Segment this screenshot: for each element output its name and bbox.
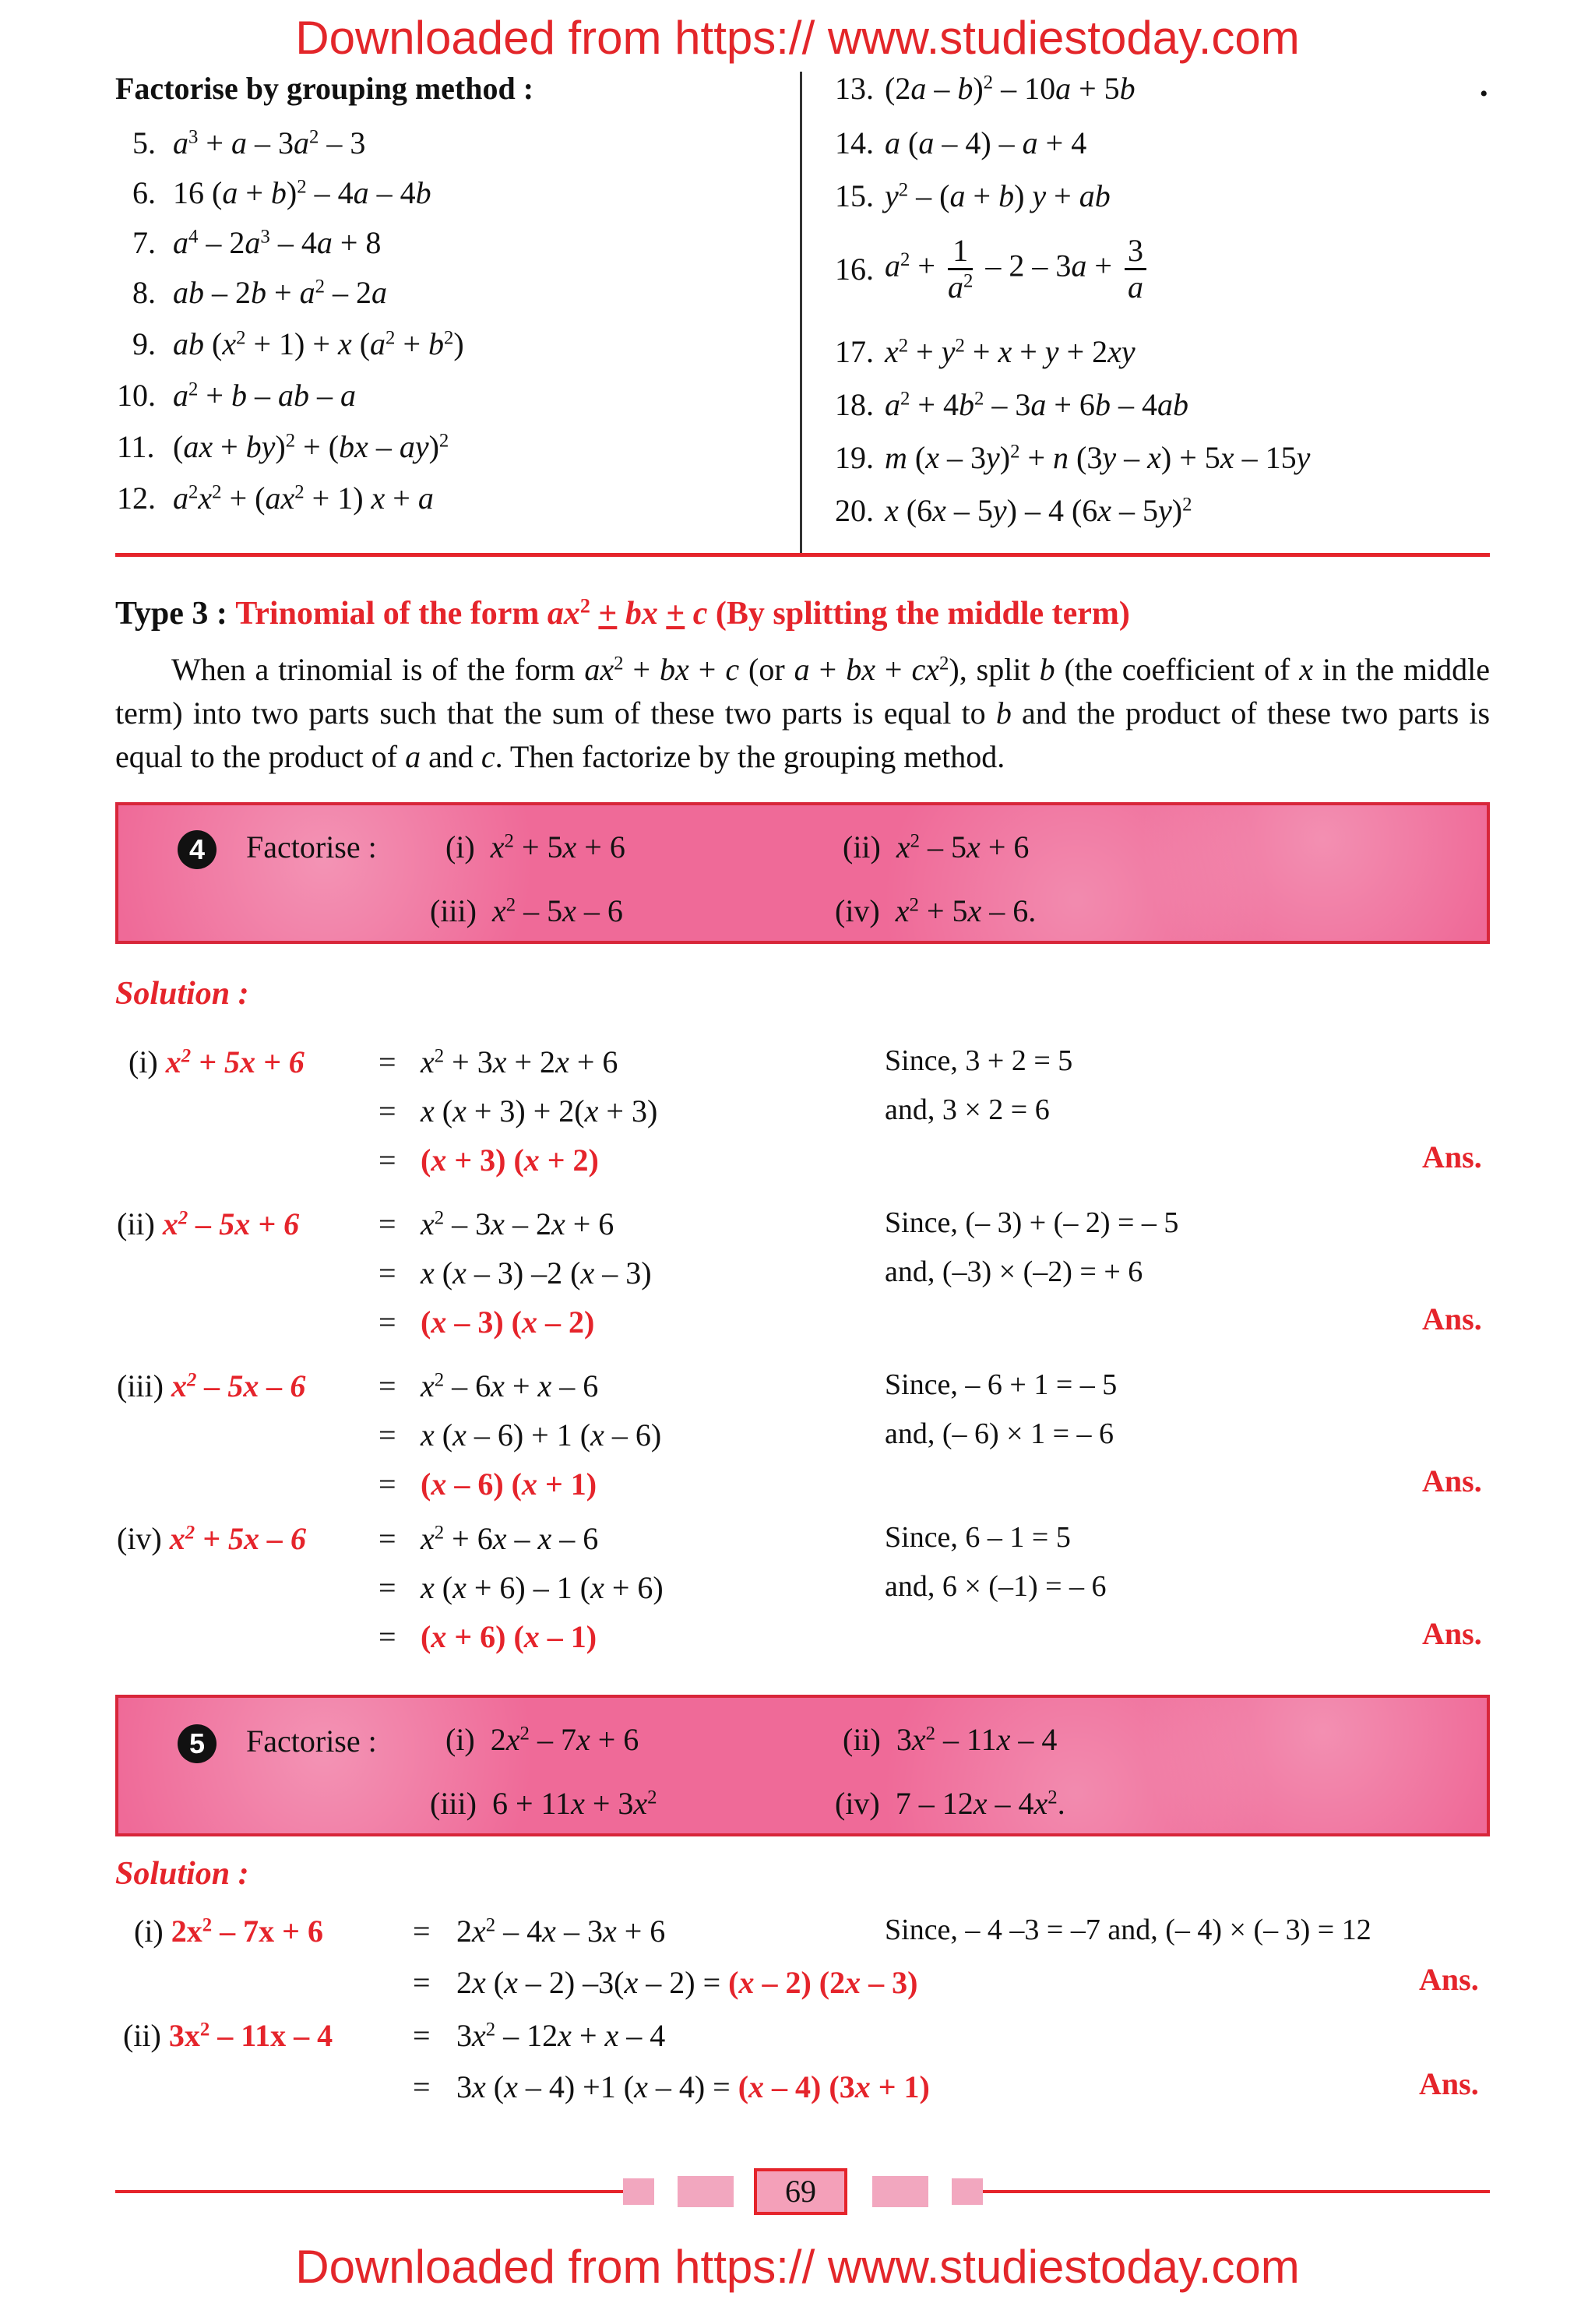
solution-label: Solution :	[115, 976, 249, 1012]
equals-sign: =	[379, 1368, 396, 1403]
solution-note: and, (– 6) × 1 = – 6	[885, 1417, 1114, 1450]
example-number: 4	[178, 830, 217, 869]
exercise-number: 12.	[117, 481, 156, 516]
type3-title: Trinomial of the form $ax^2$ + bx + c (By splitting the middle term)	[235, 594, 1130, 632]
answer-label: Ans.	[1422, 1139, 1482, 1174]
exercise-expression: $x^2 + y^2 + x + y + 2xy$	[885, 334, 1136, 369]
example-4-box	[115, 802, 1490, 944]
equals-sign: =	[379, 1467, 396, 1502]
type3-label: Type 3 :	[115, 596, 227, 632]
equals-sign: =	[379, 1093, 396, 1129]
bottom-download-banner: Downloaded from https:// www.studiestoday.com	[295, 2241, 1300, 2293]
exercise-number: 11.	[117, 429, 155, 464]
exercise-expression: a (a – 4) – a + 4	[885, 125, 1087, 160]
solution-lhs: (iv) $x^2 + 5x - 6$	[117, 1521, 306, 1556]
equals-sign: =	[413, 1965, 431, 2000]
exercise-number: 6.	[132, 175, 156, 210]
solution-step: 3x (x – 4) +1 (x – 4) = (x – 4) (3x + 1)	[456, 2069, 930, 2104]
exercise-expression: ab – $2b + a^2 - 2a$	[173, 275, 387, 310]
footer-rule-right	[983, 2190, 1490, 2193]
exercise-number: 9.	[132, 326, 156, 361]
solution-note: Since, (– 3) + (– 2) = – 5	[885, 1206, 1179, 1239]
answer-label: Ans.	[1419, 1962, 1479, 1997]
example-label: Factorise :	[246, 829, 377, 864]
exercise-number: 13.	[835, 71, 874, 106]
equals-sign: =	[413, 1914, 431, 1949]
equals-sign: =	[413, 2069, 431, 2104]
footer-block	[952, 2178, 983, 2205]
answer-label: Ans.	[1422, 1301, 1482, 1336]
equals-sign: =	[379, 1570, 396, 1605]
solution-note: Since, – 6 + 1 = – 5	[885, 1368, 1118, 1401]
exercise-expression: (2a – b)$^2$ – 10a + 5b	[885, 71, 1136, 106]
exercise-expression: 16 $(a + b)^2 - 4a - 4b$	[173, 175, 431, 210]
solution-step: (x – 6) (x + 1)	[421, 1467, 597, 1502]
exercise-number: 10.	[117, 378, 156, 413]
exercise-heading: Factorise by grouping method :	[115, 71, 534, 106]
footer-block	[678, 2176, 734, 2207]
example-part: (ii) $x^2 - 5x + 6$	[843, 829, 1030, 864]
example-number: 5	[178, 1724, 217, 1763]
example-part: (i) $2x^2 - 7x + 6$	[445, 1722, 639, 1757]
solution-lhs: (iii) $x^2 - 5x - 6$	[117, 1368, 306, 1403]
solution-step: (x – 3) (x – 2)	[421, 1305, 595, 1340]
answer-label: Ans.	[1422, 1463, 1482, 1498]
footer-block	[623, 2178, 654, 2205]
example-part: (iv) $7 - 12x - 4x^2$.	[835, 1786, 1065, 1821]
solution-step: $2x^2 - 4x - 3x + 6$	[456, 1914, 666, 1949]
example-part: (iii) $6 + 11x + 3x^2$	[430, 1786, 657, 1821]
page-number: 69	[754, 2168, 847, 2215]
exercise-expression: $a^2 + b$ – ab – a	[173, 378, 356, 413]
equals-sign: =	[379, 1255, 396, 1291]
section-rule	[115, 553, 1490, 557]
solution-note: and, (–3) × (–2) = + 6	[885, 1255, 1143, 1288]
exercise-expression: ab $(x^2 + 1) + x$ $(a^2 + b^2)$	[173, 326, 464, 361]
equals-sign: =	[379, 1044, 396, 1079]
solution-note: and, 3 × 2 = 6	[885, 1093, 1050, 1126]
exercise-number: 14.	[835, 125, 874, 160]
type3-heading	[115, 595, 1130, 632]
example-part: (iii) $x^2 - 5x - 6$	[430, 893, 623, 928]
solution-step: (x + 6) (x – 1)	[421, 1619, 597, 1654]
example-part: (iv) $x^2 + 5x - 6$.	[835, 893, 1037, 928]
solution-step: (x + 3) (x + 2)	[421, 1143, 599, 1178]
footer-block	[872, 2176, 928, 2207]
type3-paragraph: When a trinomial is of the form $ax^2$ + bx + c (or a + bx + $cx^2$), split b (the coefficient of x in the middle term) into two parts such that the sum of these two parts is equal to b and the product of these two parts is equal to the product of a and c. Then factorize by the grouping method.	[115, 652, 1491, 774]
solution-lhs: (i) $x^2 + 5x + 6$	[129, 1044, 305, 1079]
solution-lhs: (ii) $x^2 - 5x + 6$	[117, 1206, 300, 1241]
exercise-number: 16.	[835, 252, 874, 287]
top-download-banner: Downloaded from https:// www.studiestoday.com	[295, 12, 1300, 64]
answer-label: Ans.	[1422, 1616, 1482, 1651]
exercise-expression: $a^4 - 2a^3 - 4a + 8$	[173, 225, 382, 260]
equals-sign: =	[379, 1521, 396, 1556]
example-part: (ii) $3x^2 - 11x - 4$	[843, 1722, 1058, 1757]
exercise-number: 5.	[132, 125, 156, 160]
example-part: (i) $x^2 + 5x + 6$	[445, 829, 625, 864]
exercise-expression: $y^2 - (a + b) y$ + ab	[885, 178, 1111, 213]
solution-step: x (x – 6) + 1 (x – 6)	[421, 1417, 662, 1452]
equals-sign: =	[413, 2018, 431, 2053]
solution-label: Solution :	[115, 1856, 249, 1892]
footer-rule-left	[115, 2190, 625, 2193]
exercise-number: 20.	[835, 493, 874, 528]
exercise-expression: $a^3 + a - 3a^2 - 3$	[173, 125, 366, 160]
solution-lhs: (ii) $3x^2 - 11x - 4$	[123, 2018, 333, 2053]
solution-note: Since, – 4 –3 = –7 and, (– 4) × (– 3) = 12	[885, 1914, 1371, 1946]
solution-note: Since, 3 + 2 = 5	[885, 1044, 1073, 1077]
solution-step: $x^2 - 6x + x - 6$	[421, 1368, 599, 1403]
column-divider	[800, 72, 802, 555]
solution-step: $x^2 + 3x + 2x + 6$	[421, 1044, 618, 1079]
exercise-expression: m (x – 3y)$^2$ + n (3y – x) + 5x – 15y	[885, 440, 1311, 475]
solution-step: x (x + 3) + 2(x + 3)	[421, 1093, 658, 1129]
solution-step: $x^2 + 6x - x - 6$	[421, 1521, 599, 1556]
solution-step: 2x (x – 2) –3(x – 2) = (x – 2) (2x – 3)	[456, 1965, 918, 2000]
exercise-expression: (ax + by)$^2$ + (bx – ay)$^2$	[173, 429, 449, 464]
exercise-number: 7.	[132, 225, 156, 260]
bullet-mark: •	[1480, 81, 1488, 107]
solution-step: x (x + 6) – 1 (x + 6)	[421, 1570, 664, 1605]
solution-note: Since, 6 – 1 = 5	[885, 1521, 1071, 1554]
equals-sign: =	[379, 1206, 396, 1241]
exercise-number: 8.	[132, 275, 156, 310]
exercise-expression: $a^2 + 4b^2 - 3a + 6b - 4ab$	[885, 387, 1188, 422]
solution-step: x (x – 3) –2 (x – 3)	[421, 1255, 652, 1291]
example-label: Factorise :	[246, 1724, 377, 1759]
exercise-number: 19.	[835, 440, 874, 475]
solution-step: $3x^2 - 12x + x - 4$	[456, 2018, 666, 2053]
exercise-expression: $a^2x^2 + (ax^2 + 1) x + a$	[173, 481, 434, 516]
exercise-expression: x (6x – 5y) – 4 (6x – 5y)$^2$	[885, 493, 1192, 528]
equals-sign: =	[379, 1417, 396, 1452]
equals-sign: =	[379, 1619, 396, 1654]
equals-sign: =	[379, 1305, 396, 1340]
exercise-expression: $a^2$ + $\frac{1}{a^2}$ – 2 – 3a + $\frac{3}{a}$	[885, 234, 1151, 305]
exercise-number: 17.	[835, 334, 874, 369]
solution-lhs: (i) $2x^2 - 7x + 6$	[134, 1914, 323, 1949]
exercise-number: 18.	[835, 387, 874, 422]
solution-note: and, 6 × (–1) = – 6	[885, 1570, 1107, 1603]
answer-label: Ans.	[1419, 2066, 1479, 2101]
solution-step: $x^2 - 3x - 2x + 6$	[421, 1206, 614, 1241]
example-5-box	[115, 1695, 1490, 1836]
exercise-number: 15.	[835, 178, 874, 213]
equals-sign: =	[379, 1143, 396, 1178]
